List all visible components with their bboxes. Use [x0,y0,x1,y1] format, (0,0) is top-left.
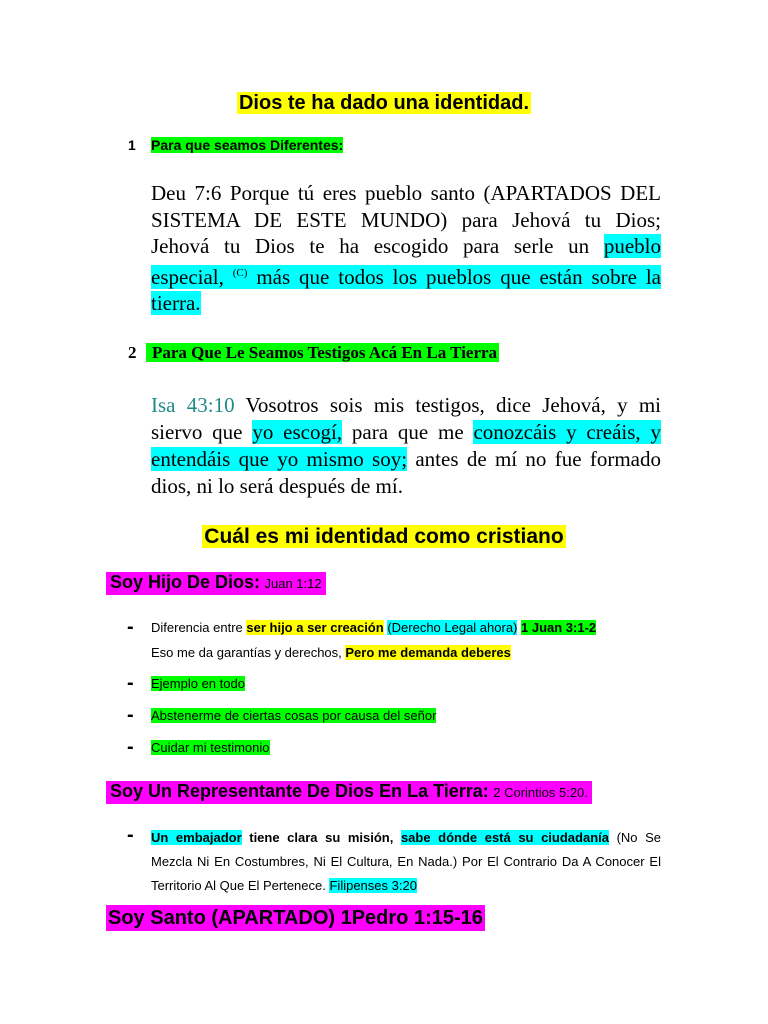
santo-heading: Soy Santo (APARTADO) 1Pedro 1:15-16 [108,907,483,929]
verse-line [151,233,661,260]
hijo-ref[interactable]: Juan 1:12 [264,576,322,591]
highlight-ciudadania: sabe dónde está su ciudadanía [400,830,609,845]
highlight-yo-escogi: yo escogí, [252,420,343,444]
highlight-ser-hijo: ser hijo a ser creación [246,620,384,635]
point-2-heading: Para Que Le Seamos Testigos Acá En La Tierra [146,343,499,362]
bullet-dash: - [127,736,134,758]
point-2-number: 2 [128,343,137,362]
verse-line: SISTEMA DE ESTE MUNDO) para Jehová tu Dios; [151,207,661,232]
bullet-dash: - [127,704,134,726]
point-1-verse [151,180,661,317]
highlight-tierra: tierra. [151,291,201,315]
hijo-heading-block [106,572,326,595]
highlight-especial: especial, $^{(C)}$ más que todos los pueblos que están sobre la [151,264,661,289]
ref-1-juan[interactable]: 1 Juan 3:1-2 [521,620,597,635]
document-title: Dios te ha dado una identidad. [238,92,530,114]
bullet-dash: - [127,616,134,638]
bullet-testimonio: Cuidar mi testimonio [151,740,270,755]
verse-line: Deu 7:6 Porque tú eres pueblo santo (APARTADOS DEL [151,181,661,205]
verse-text: Jehová tu Dios te ha escogido para serle un [151,234,604,258]
representante-heading-block [106,781,592,804]
highlight-pueblo: pueblo [603,234,661,258]
highlight-conozcais: conozcáis y creáis, y [473,420,661,444]
highlight-embajador: Un embajador [151,830,242,845]
highlight-deberes: Pero me demanda deberes [345,645,511,660]
footnote-marker[interactable]: (C) [232,266,248,279]
point-1-heading: Para que seamos Diferentes: [151,137,344,153]
representante-ref[interactable]: 2 Corintios 5:20. [493,785,588,800]
highlight-entendais: entendáis que yo mismo soy; [151,447,408,471]
highlight-derecho-legal: (Derecho Legal ahora) [387,620,518,635]
representante-heading: Soy Un Representante De Dios En La Tierra: [110,781,489,801]
bullet-abstenerme: Abstenerme de ciertas cosas por causa del señor [151,708,437,723]
embajador-paragraph: Un embajador tiene clara su misión, sabe dónde está su ciudadanía (No Se Mezcla Ni En Costumbres, Ni El Cultura, En Nada.) Por El Contrario Da A Conocer El Territorio Al Que El Pertenece. Filipenses 3:20 [151,830,661,893]
document-page: Dios te ha dado una identidad. 1 Para que seamos Diferentes: Deu 7:6 Porque tú eres pueblo santo (APARTADOS DEL SISTEMA DE ESTE MUNDO) para Jehová tu Dios; Jehová tu Dios te ha escogido para serle un pueblo especial, $^{(C)}$ más que todos los pueblos que están sobre la tierra. 2 Para Que Le Seamos Testigos Acá En La Tierra Isa 43:10 Vosotros sois mis testigos, dice Jehová, y mi siervo que yo escogí, para que me conozcáis y creáis, y entendáis que yo mismo soy; antes de mí no fue formado dios, ni lo será después de mí. Cuál es mi identidad como cristiano Soy Hijo De Dios: Juan 1:12 - Diferencia entre ser hijo a ser creación (Derecho Legal ahora) 1 Juan 3:1-2 Eso me da garantías y derechos, Pero me demanda deberes - Ejemplo en todo - Abstenerme de ciertas cosas por causa del señor - Cuidar mi testimonio Soy Un Representante De Dios En La Tierra: 2 Corintios 5:20. - Un embajador tiene clara su misión, sabe dónde está su ciudadanía (No Se Mezcla Ni En Costumbres, Ni El Cultura, En Nada.) Por El Contrario Da A Conocer El Territorio Al Que El Pertenece. Filipenses 3:20 Soy Santo (APARTADO) 1Pedro 1:15-16 [108,92,661,929]
point-2-verse: Isa 43:10 Vosotros sois mis testigos, dice Jehová, y mi siervo que yo escogí, para que me conozcáis y creáis, y entendáis que yo mismo soy; antes de mí no fue formado dios, ni lo será después de mí. [151,393,661,498]
ref-filipenses[interactable]: Filipenses 3:20 [329,878,417,893]
point-1-number: 1 [128,137,136,153]
verse-line [151,260,661,291]
section-title: Cuál es mi identidad como cristiano [204,525,564,548]
bullet-dash: - [127,824,134,846]
bullet-ejemplo: Ejemplo en todo [151,676,245,691]
hijo-heading: Soy Hijo De Dios: [110,572,261,592]
bullet-dash: - [127,672,134,694]
verse-ref-isaias[interactable]: Isa 43:10 [151,393,235,417]
